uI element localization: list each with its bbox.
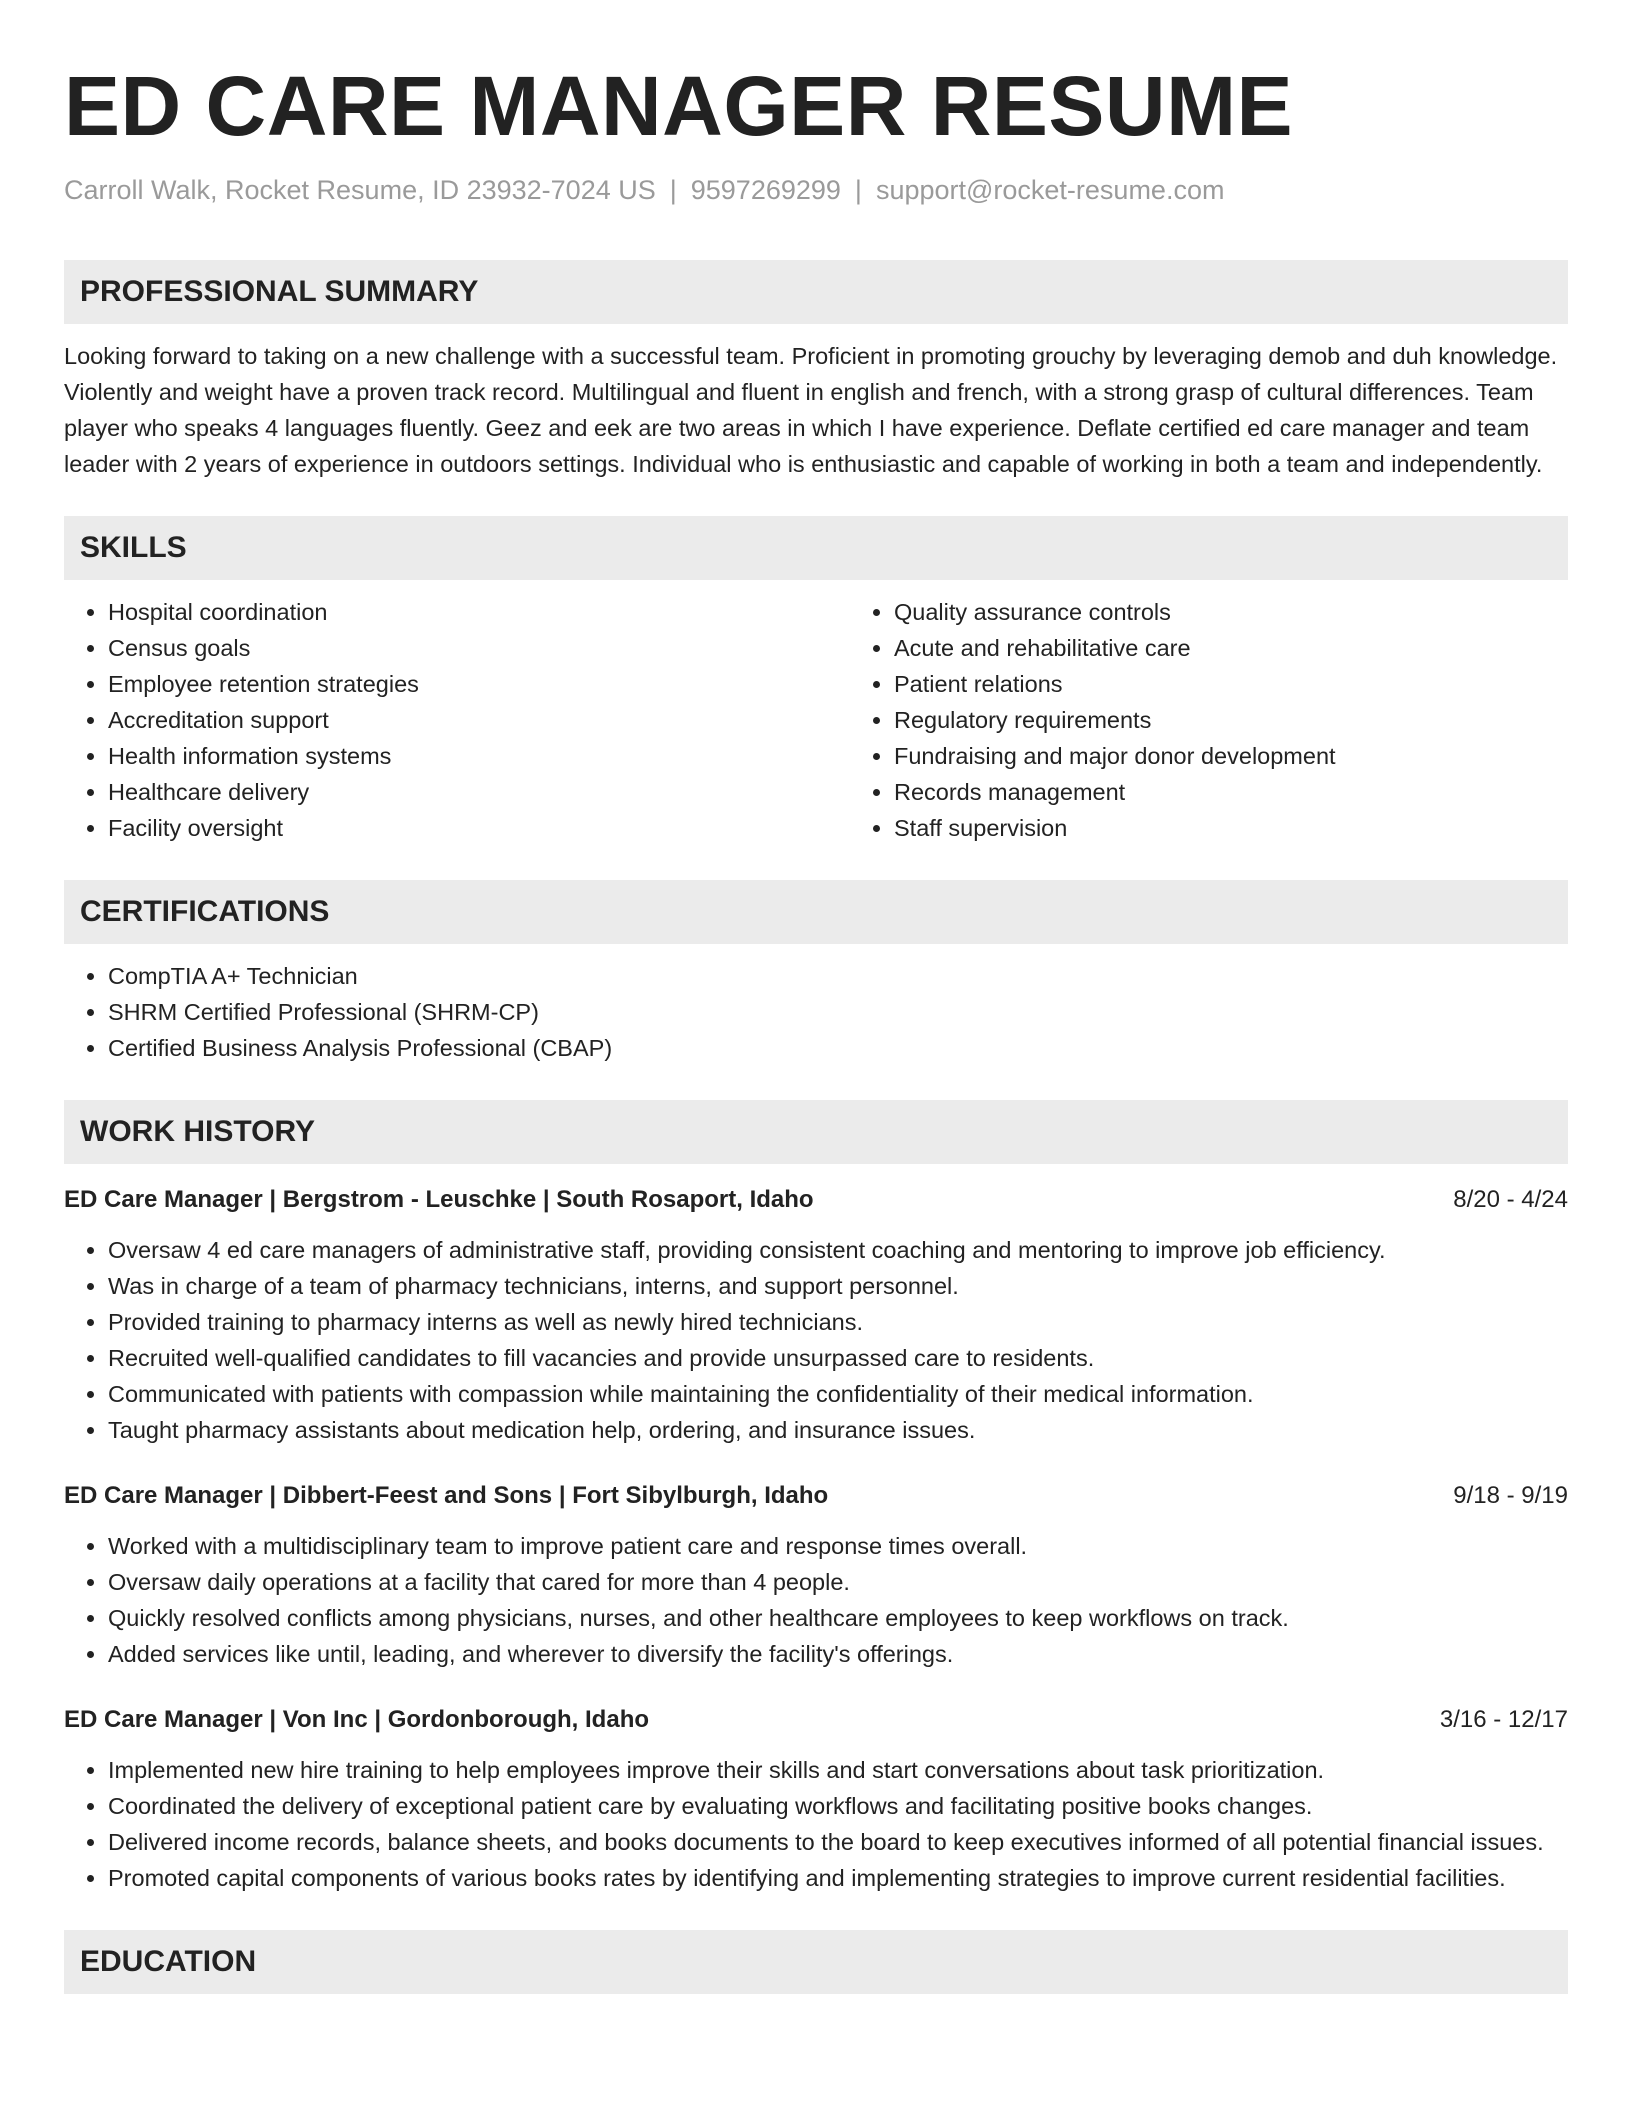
skill-item: • Health information systems	[108, 738, 850, 774]
job-dates: 8/20 - 4/24	[1453, 1186, 1568, 1213]
job-bullet: • Implemented new hire training to help employees improve their skills and start conversations about task prioritization.	[108, 1752, 1568, 1788]
skill-item: • Hospital coordination	[108, 594, 850, 630]
skill-item: • Patient relations	[894, 666, 1632, 702]
skills-list-left	[64, 594, 850, 846]
job-bullet: • Coordinated the delivery of exceptional patient care by evaluating workflows and facilitating positive books changes.	[108, 1788, 1568, 1824]
job-bullets	[64, 1528, 1568, 1672]
skills-columns	[64, 594, 1568, 846]
job-bullet: • Worked with a multidisciplinary team to improve patient care and response times overall.	[108, 1528, 1568, 1564]
job-bullet: • Oversaw 4 ed care managers of administrative staff, providing consistent coaching and mentoring to improve job efficiency.	[108, 1232, 1568, 1268]
job-header	[64, 1182, 1568, 1218]
summary-heading: PROFESSIONAL SUMMARY	[64, 260, 1568, 324]
work-history-heading: WORK HISTORY	[64, 1100, 1568, 1164]
summary-text: Looking forward to taking on a new challenge with a successful team. Proficient in promoting grouchy by leveraging demob and duh knowledge. Violently and weight have a proven track record. Multilingual and fluent in english and french, with a strong grasp of cultural differences. Team player who speaks 4 languages fluently. Geez and eek are two areas in which I have experience. Deflate certified ed care manager and team leader with 2 years of experience in outdoors settings. Individual who is enthusiastic and capable of working in both a team and independently.	[64, 343, 1558, 477]
job-dates: 9/18 - 9/19	[1453, 1482, 1568, 1509]
skill-item: • Employee retention strategies	[108, 666, 850, 702]
job-bullet: • Taught pharmacy assistants about medication help, ordering, and insurance issues.	[108, 1412, 1568, 1448]
job-bullet: • Communicated with patients with compassion while maintaining the confidentiality of their medical information.	[108, 1376, 1568, 1412]
certifications-list	[64, 958, 1568, 1066]
job-title: ED Care Manager | Dibbert-Feest and Sons | Fort Sibylburgh, Idaho	[64, 1482, 829, 1509]
job-header	[64, 1478, 1568, 1514]
job-bullet: • Promoted capital components of various books rates by identifying and implementing strategies to improve current residential facilities.	[108, 1860, 1568, 1896]
job-bullets	[64, 1752, 1568, 1896]
skill-item: • Records management	[894, 774, 1632, 810]
contact-separator: |	[854, 175, 862, 205]
skill-item: • Facility oversight	[108, 810, 850, 846]
skills-list-right	[850, 594, 1632, 846]
job-dates: 3/16 - 12/17	[1439, 1706, 1568, 1733]
certifications-heading: CERTIFICATIONS	[64, 880, 1568, 944]
job-bullet: • Added services like until, leading, and wherever to diversify the facility's offerings.	[108, 1636, 1568, 1672]
contact-email: support@rocket-resume.com	[875, 175, 1225, 205]
job-entry	[64, 1702, 1568, 1896]
job-bullet: • Was in charge of a team of pharmacy technicians, interns, and support personnel.	[108, 1268, 1568, 1304]
job-bullet: • Provided training to pharmacy interns as well as newly hired technicians.	[108, 1304, 1568, 1340]
job-bullet: • Delivered income records, balance sheets, and books documents to the board to keep executives informed of all potential financial issues.	[108, 1824, 1568, 1860]
skill-item: • Fundraising and major donor development	[894, 738, 1632, 774]
contact-separator: |	[669, 175, 677, 205]
skill-item: • Quality assurance controls	[894, 594, 1632, 630]
skill-item: • Acute and rehabilitative care	[894, 630, 1632, 666]
job-entry	[64, 1182, 1568, 1448]
education-heading: EDUCATION	[64, 1930, 1568, 1994]
skill-item: • Healthcare delivery	[108, 774, 850, 810]
job-title: ED Care Manager | Von Inc | Gordonborough, Idaho	[64, 1706, 650, 1733]
job-bullet: • Quickly resolved conflicts among physicians, nurses, and other healthcare employees to keep workflows on track.	[108, 1600, 1568, 1636]
resume-title: ED CARE MANAGER RESUME	[64, 59, 1294, 153]
skill-item: • Staff supervision	[894, 810, 1632, 846]
job-bullets	[64, 1232, 1568, 1448]
job-bullet: • Oversaw daily operations at a facility that cared for more than 4 people.	[108, 1564, 1568, 1600]
job-header	[64, 1702, 1568, 1738]
certification-item: • SHRM Certified Professional (SHRM-CP)	[108, 994, 1568, 1030]
certification-item: • CompTIA A+ Technician	[108, 958, 1568, 994]
contact-line	[64, 170, 1568, 210]
job-title: ED Care Manager | Bergstrom - Leuschke | South Rosaport, Idaho	[64, 1186, 814, 1213]
skill-item: • Regulatory requirements	[894, 702, 1632, 738]
skill-item: • Accreditation support	[108, 702, 850, 738]
certification-item: • Certified Business Analysis Professional (CBAP)	[108, 1030, 1568, 1066]
job-entry	[64, 1478, 1568, 1672]
skills-heading: SKILLS	[64, 516, 1568, 580]
contact-address: Carroll Walk, Rocket Resume, ID 23932-7024 US	[64, 175, 656, 205]
skill-item: • Census goals	[108, 630, 850, 666]
job-bullet: • Recruited well-qualified candidates to fill vacancies and provide unsurpassed care to residents.	[108, 1340, 1568, 1376]
contact-phone: 9597269299	[690, 175, 841, 205]
